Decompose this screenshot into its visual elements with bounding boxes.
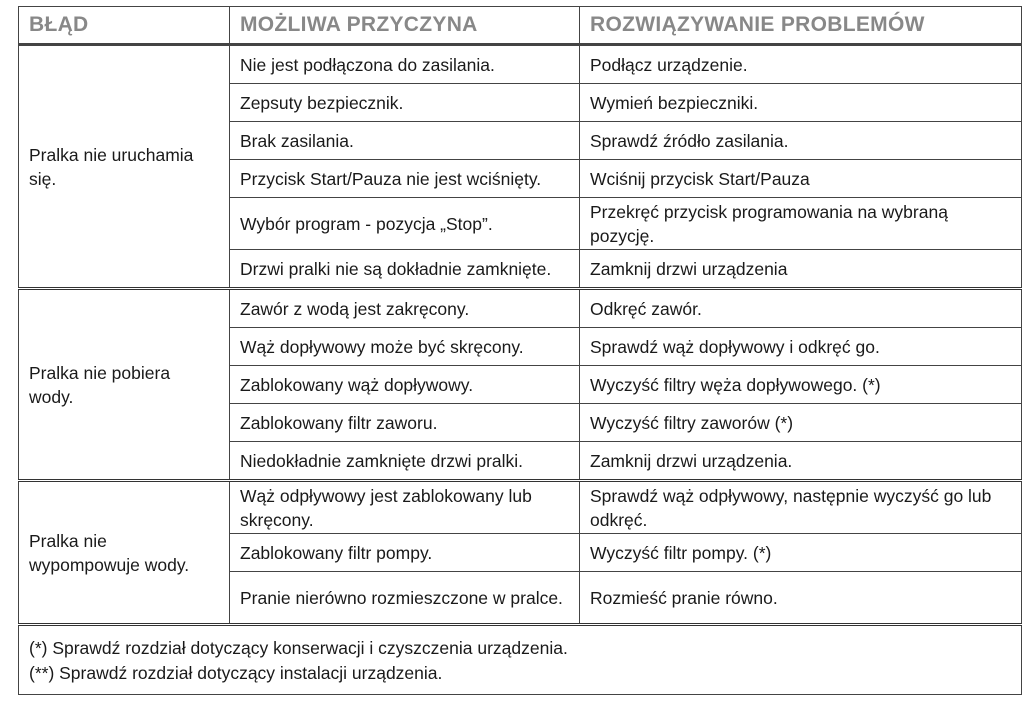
solution-cell: Podłącz urządzenie.	[580, 45, 1022, 84]
footnotes-cell	[19, 625, 1022, 695]
solution-cell: Wymień bezpieczniki.	[580, 84, 1022, 122]
solution-cell: Zamknij drzwi urządzenia.	[580, 442, 1022, 481]
error-cell-no-water-intake: Pralka nie pobiera wody.	[19, 289, 230, 481]
error-cell-no-drain: Pralka nie wypompowuje wody.	[19, 481, 230, 625]
solution-cell: Przekręć przycisk programowania na wybraną pozycję.	[580, 198, 1022, 250]
solution-cell: Wciśnij przycisk Start/Pauza	[580, 160, 1022, 198]
solution-cell: Sprawdź wąż odpływowy, następnie wyczyść go lub odkręć.	[580, 481, 1022, 534]
footnotes-row	[19, 625, 1022, 695]
footnote: (*) Sprawdź rozdział dotyczący konserwacji i czyszczenia urządzenia.	[29, 638, 568, 658]
cause-cell: Drzwi pralki nie są dokładnie zamknięte.	[230, 250, 580, 289]
header-error: BŁĄD	[19, 7, 230, 45]
troubleshooting-table	[18, 6, 1022, 695]
solution-cell: Sprawdź źródło zasilania.	[580, 122, 1022, 160]
cause-cell: Zablokowany filtr pompy.	[230, 534, 580, 572]
cause-cell: Zablokowany filtr zaworu.	[230, 404, 580, 442]
cause-cell: Niedokładnie zamknięte drzwi pralki.	[230, 442, 580, 481]
cause-cell: Zablokowany wąż dopływowy.	[230, 366, 580, 404]
table-row	[19, 45, 1022, 84]
solution-cell: Wyczyść filtry węża dopływowego. (*)	[580, 366, 1022, 404]
cause-cell: Przycisk Start/Pauza nie jest wciśnięty.	[230, 160, 580, 198]
cause-cell: Wąż odpływowy jest zablokowany lub skręcony.	[230, 481, 580, 534]
header-row	[19, 7, 1022, 45]
cause-cell: Wybór program - pozycja „Stop”.	[230, 198, 580, 250]
footnote: (**) Sprawdź rozdział dotyczący instalacji urządzenia.	[29, 663, 443, 683]
solution-cell: Wyczyść filtry zaworów (*)	[580, 404, 1022, 442]
table-row	[19, 481, 1022, 534]
header-cause: MOŻLIWA PRZYCZYNA	[230, 7, 580, 45]
cause-cell: Wąż dopływowy może być skręcony.	[230, 328, 580, 366]
header-solution: ROZWIĄZYWANIE PROBLEMÓW	[580, 7, 1022, 45]
solution-cell: Zamknij drzwi urządzenia	[580, 250, 1022, 289]
cause-cell: Pranie nierówno rozmieszczone w pralce.	[230, 572, 580, 625]
solution-cell: Wyczyść filtr pompy. (*)	[580, 534, 1022, 572]
solution-cell: Odkręć zawór.	[580, 289, 1022, 328]
solution-cell: Rozmieść pranie równo.	[580, 572, 1022, 625]
solution-cell: Sprawdź wąż dopływowy i odkręć go.	[580, 328, 1022, 366]
table-row	[19, 289, 1022, 328]
error-cell-no-start: Pralka nie uruchamia się.	[19, 45, 230, 289]
cause-cell: Brak zasilania.	[230, 122, 580, 160]
cause-cell: Zepsuty bezpiecznik.	[230, 84, 580, 122]
cause-cell: Zawór z wodą jest zakręcony.	[230, 289, 580, 328]
cause-cell: Nie jest podłączona do zasilania.	[230, 45, 580, 84]
